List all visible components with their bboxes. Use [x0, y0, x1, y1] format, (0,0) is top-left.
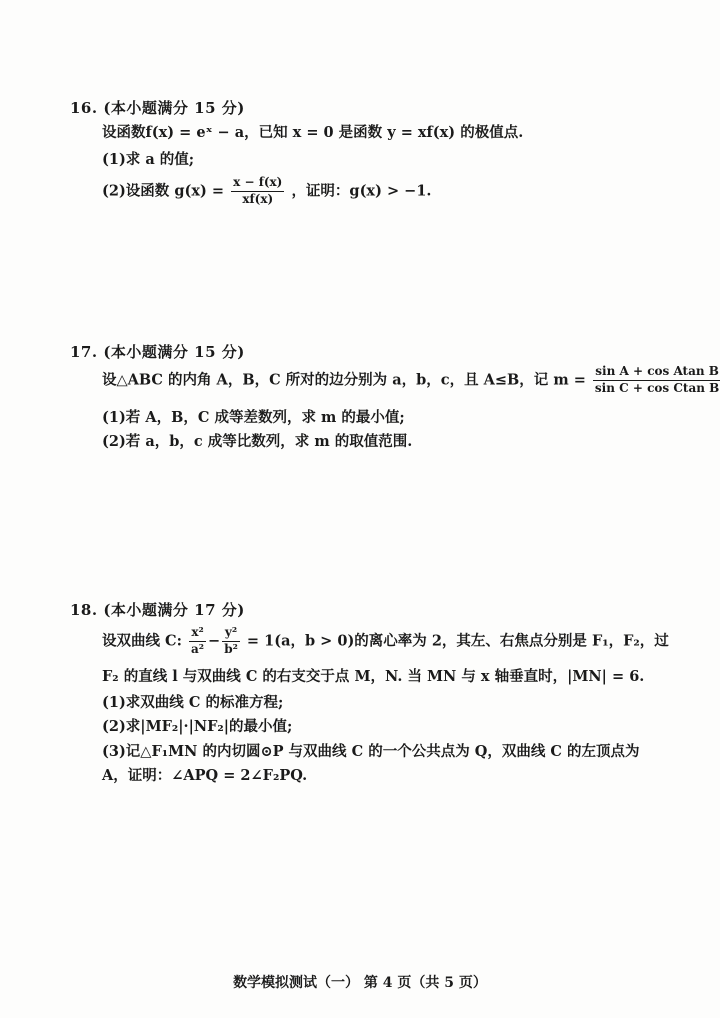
part-3-continued: A，证明：∠APQ = 2∠F₂PQ. — [102, 767, 308, 784]
denominator: sin C + cos Ctan B — [594, 380, 720, 395]
page-footer: 数学模拟测试（一） 第 4 页（共 5 页） — [233, 975, 487, 991]
minus-sign: − — [208, 632, 221, 650]
part-2 — [102, 176, 431, 207]
problem-header: 17. (本小题满分 15 分) — [70, 343, 245, 361]
problem-header: 18. (本小题满分 17 分) — [70, 601, 245, 619]
problem-statement — [102, 626, 669, 657]
problem-statement — [102, 126, 523, 141]
part-1: (1)求 a 的值; — [102, 151, 195, 168]
statement-text: = 1(a，b > 0)的离心率为 2，其左、右焦点分别是 F₁，F₂，过 — [246, 632, 669, 650]
part-2: (2)若 a，b，c 成等比数列，求 m 的取值范围. — [102, 433, 413, 450]
part-text: (2)设函数 g(x) = — [102, 182, 225, 200]
statement-line-2: F₂ 的直线 l 与双曲线 C 的右支交于点 M，N. 当 MN 与 x 轴垂直时，|MN| = 6. — [102, 668, 645, 685]
fraction-y — [222, 626, 240, 657]
fraction — [593, 365, 720, 396]
numerator: y² — [222, 626, 240, 642]
denominator: b² — [224, 641, 238, 656]
statement-text: 设△ABC 的内角 A，B，C 所对的边分别为 a，b，c，且 A≤B，记 m = — [102, 371, 586, 389]
problem-statement — [102, 365, 720, 396]
fraction — [231, 176, 284, 207]
statement-text: ，已知 x = 0 是函数 y = xf(x) 的极值点. — [244, 124, 524, 141]
numerator: x − f(x) — [231, 176, 284, 192]
denominator: a² — [191, 641, 205, 656]
numerator: sin A + cos Atan B — [593, 365, 720, 381]
problem-header: 16. (本小题满分 15 分) — [70, 99, 245, 117]
part-1: (1)若 A，B，C 成等差数列，求 m 的最小值; — [102, 409, 405, 426]
statement-text: 设双曲线 C: — [102, 632, 182, 650]
numerator: x² — [189, 626, 206, 642]
part-text: ，证明：g(x) > −1. — [291, 182, 432, 200]
function-definition: f(x) = eˣ − a — [145, 124, 245, 141]
part-1: (1)求双曲线 C 的标准方程; — [102, 694, 284, 711]
fraction-x — [189, 626, 206, 657]
denominator: xf(x) — [242, 191, 274, 206]
statement-text: 设函数 — [102, 124, 146, 141]
part-2: (2)求|MF₂|·|NF₂|的最小值; — [102, 718, 293, 735]
part-3: (3)记△F₁MN 的内切圆⊙P 与双曲线 C 的一个公共点为 Q，双曲线 C 的左顶点为 — [102, 743, 640, 760]
